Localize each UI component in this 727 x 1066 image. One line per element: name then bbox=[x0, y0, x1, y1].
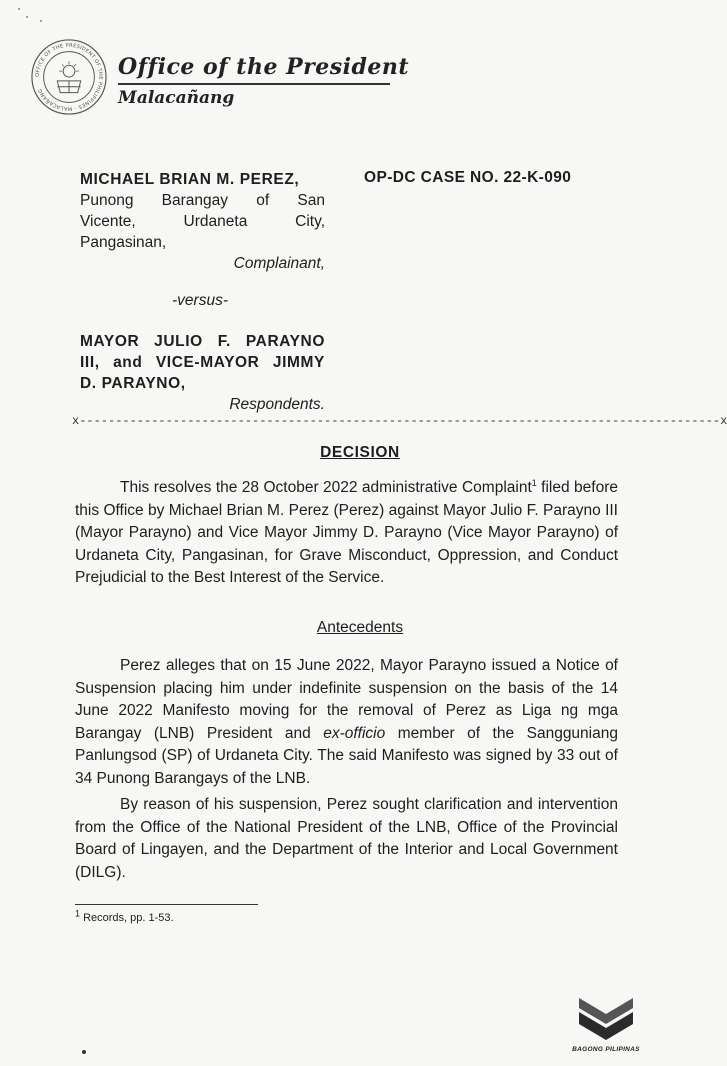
bagong-pilipinas-label: BAGONG PILIPINAS bbox=[572, 1046, 640, 1053]
respondents-block bbox=[80, 331, 325, 415]
complainant-role: Complainant, bbox=[233, 255, 325, 272]
antecedents-paragraph bbox=[75, 655, 618, 790]
respondent-name-line: D. PARAYNO, bbox=[80, 375, 186, 392]
complainant-block bbox=[80, 169, 325, 274]
paragraph-text: filed before this Office by Michael Brian M. Perez (Perez) against Mayor Julio F. Parayno III (Mayor Parayno) and Vice Mayor Jimmy D. Parayno (Vice Mayor Parayno) of Urdaneta City, Pangasinan, for Grave Misconduct, Oppression, and Conduct Prejudicial to the Best Interest of the Service. bbox=[75, 479, 618, 586]
scan-dot bbox=[82, 1050, 86, 1054]
complainant-name: MICHAEL BRIAN M. PEREZ, bbox=[80, 171, 300, 188]
respondents-role: Respondents. bbox=[229, 396, 325, 413]
paragraph-italic-text: ex-officio bbox=[323, 724, 386, 742]
office-title: Office of the President bbox=[118, 54, 410, 80]
decision-paragraph bbox=[75, 477, 618, 590]
footnote-text: Records, pp. 1-53. bbox=[80, 912, 174, 924]
footnote-number: 1 bbox=[75, 908, 81, 919]
complainant-address-line: Punong Barangay of San bbox=[80, 192, 325, 209]
case-number: OP-DC CASE NO. 22-K-090 bbox=[364, 169, 572, 186]
presidential-seal-icon bbox=[30, 38, 108, 116]
antecedents-heading: Antecedents bbox=[316, 619, 404, 636]
complainant-address-line: Pangasinan, bbox=[80, 234, 167, 251]
footnote-ref: 1 bbox=[531, 477, 537, 488]
respondent-name-line: III, and VICE-MAYOR JIMMY bbox=[80, 354, 325, 371]
paragraph-text: member of the Sangguniang Panlungsod (SP) of Urdaneta City. The said Manifesto was signed by 33 out of 34 Punong Barangays of the LNB. bbox=[75, 724, 618, 787]
caption-separator: x-----------------------------------------------------------------------------------------x bbox=[72, 414, 727, 428]
complainant-address-line: Vicente, Urdaneta City, bbox=[80, 213, 325, 230]
footnote-rule bbox=[75, 904, 258, 905]
office-subtitle: Malacañang bbox=[118, 88, 235, 108]
paragraph-text: This resolves the 28 October 2022 administrative Complaint bbox=[120, 479, 532, 496]
versus-label: -versus- bbox=[172, 292, 228, 309]
antecedents-paragraph: By reason of his suspension, Perez sought clarification and intervention from the Office of the National President of the LNB, Office of the Provincial Board of Lingayen, and the Department of the Interior and Local Government (DILG). bbox=[75, 796, 618, 881]
respondent-name-line: MAYOR JULIO F. PARAYNO bbox=[80, 333, 325, 350]
seal-lettering: OFFICE OF THE PRESIDENT OF THE PHILIPPINES · MALACAÑANG bbox=[34, 42, 104, 112]
paragraph-text: Perez alleges that on 15 June 2022, Mayor Parayno issued a Notice of Suspension placing him under indefinite suspension on the basis of the 14 June 2022 Manifesto moving for the removal of Perez as Liga ng mga Barangay (LNB) President and bbox=[75, 657, 618, 742]
scan-speck bbox=[18, 8, 20, 10]
bagong-pilipinas-logo-icon bbox=[575, 992, 637, 1046]
scan-speck bbox=[26, 16, 28, 18]
header-rule bbox=[118, 83, 390, 85]
decision-heading: DECISION bbox=[320, 444, 400, 461]
footnote bbox=[75, 908, 174, 924]
scan-speck bbox=[40, 20, 42, 22]
